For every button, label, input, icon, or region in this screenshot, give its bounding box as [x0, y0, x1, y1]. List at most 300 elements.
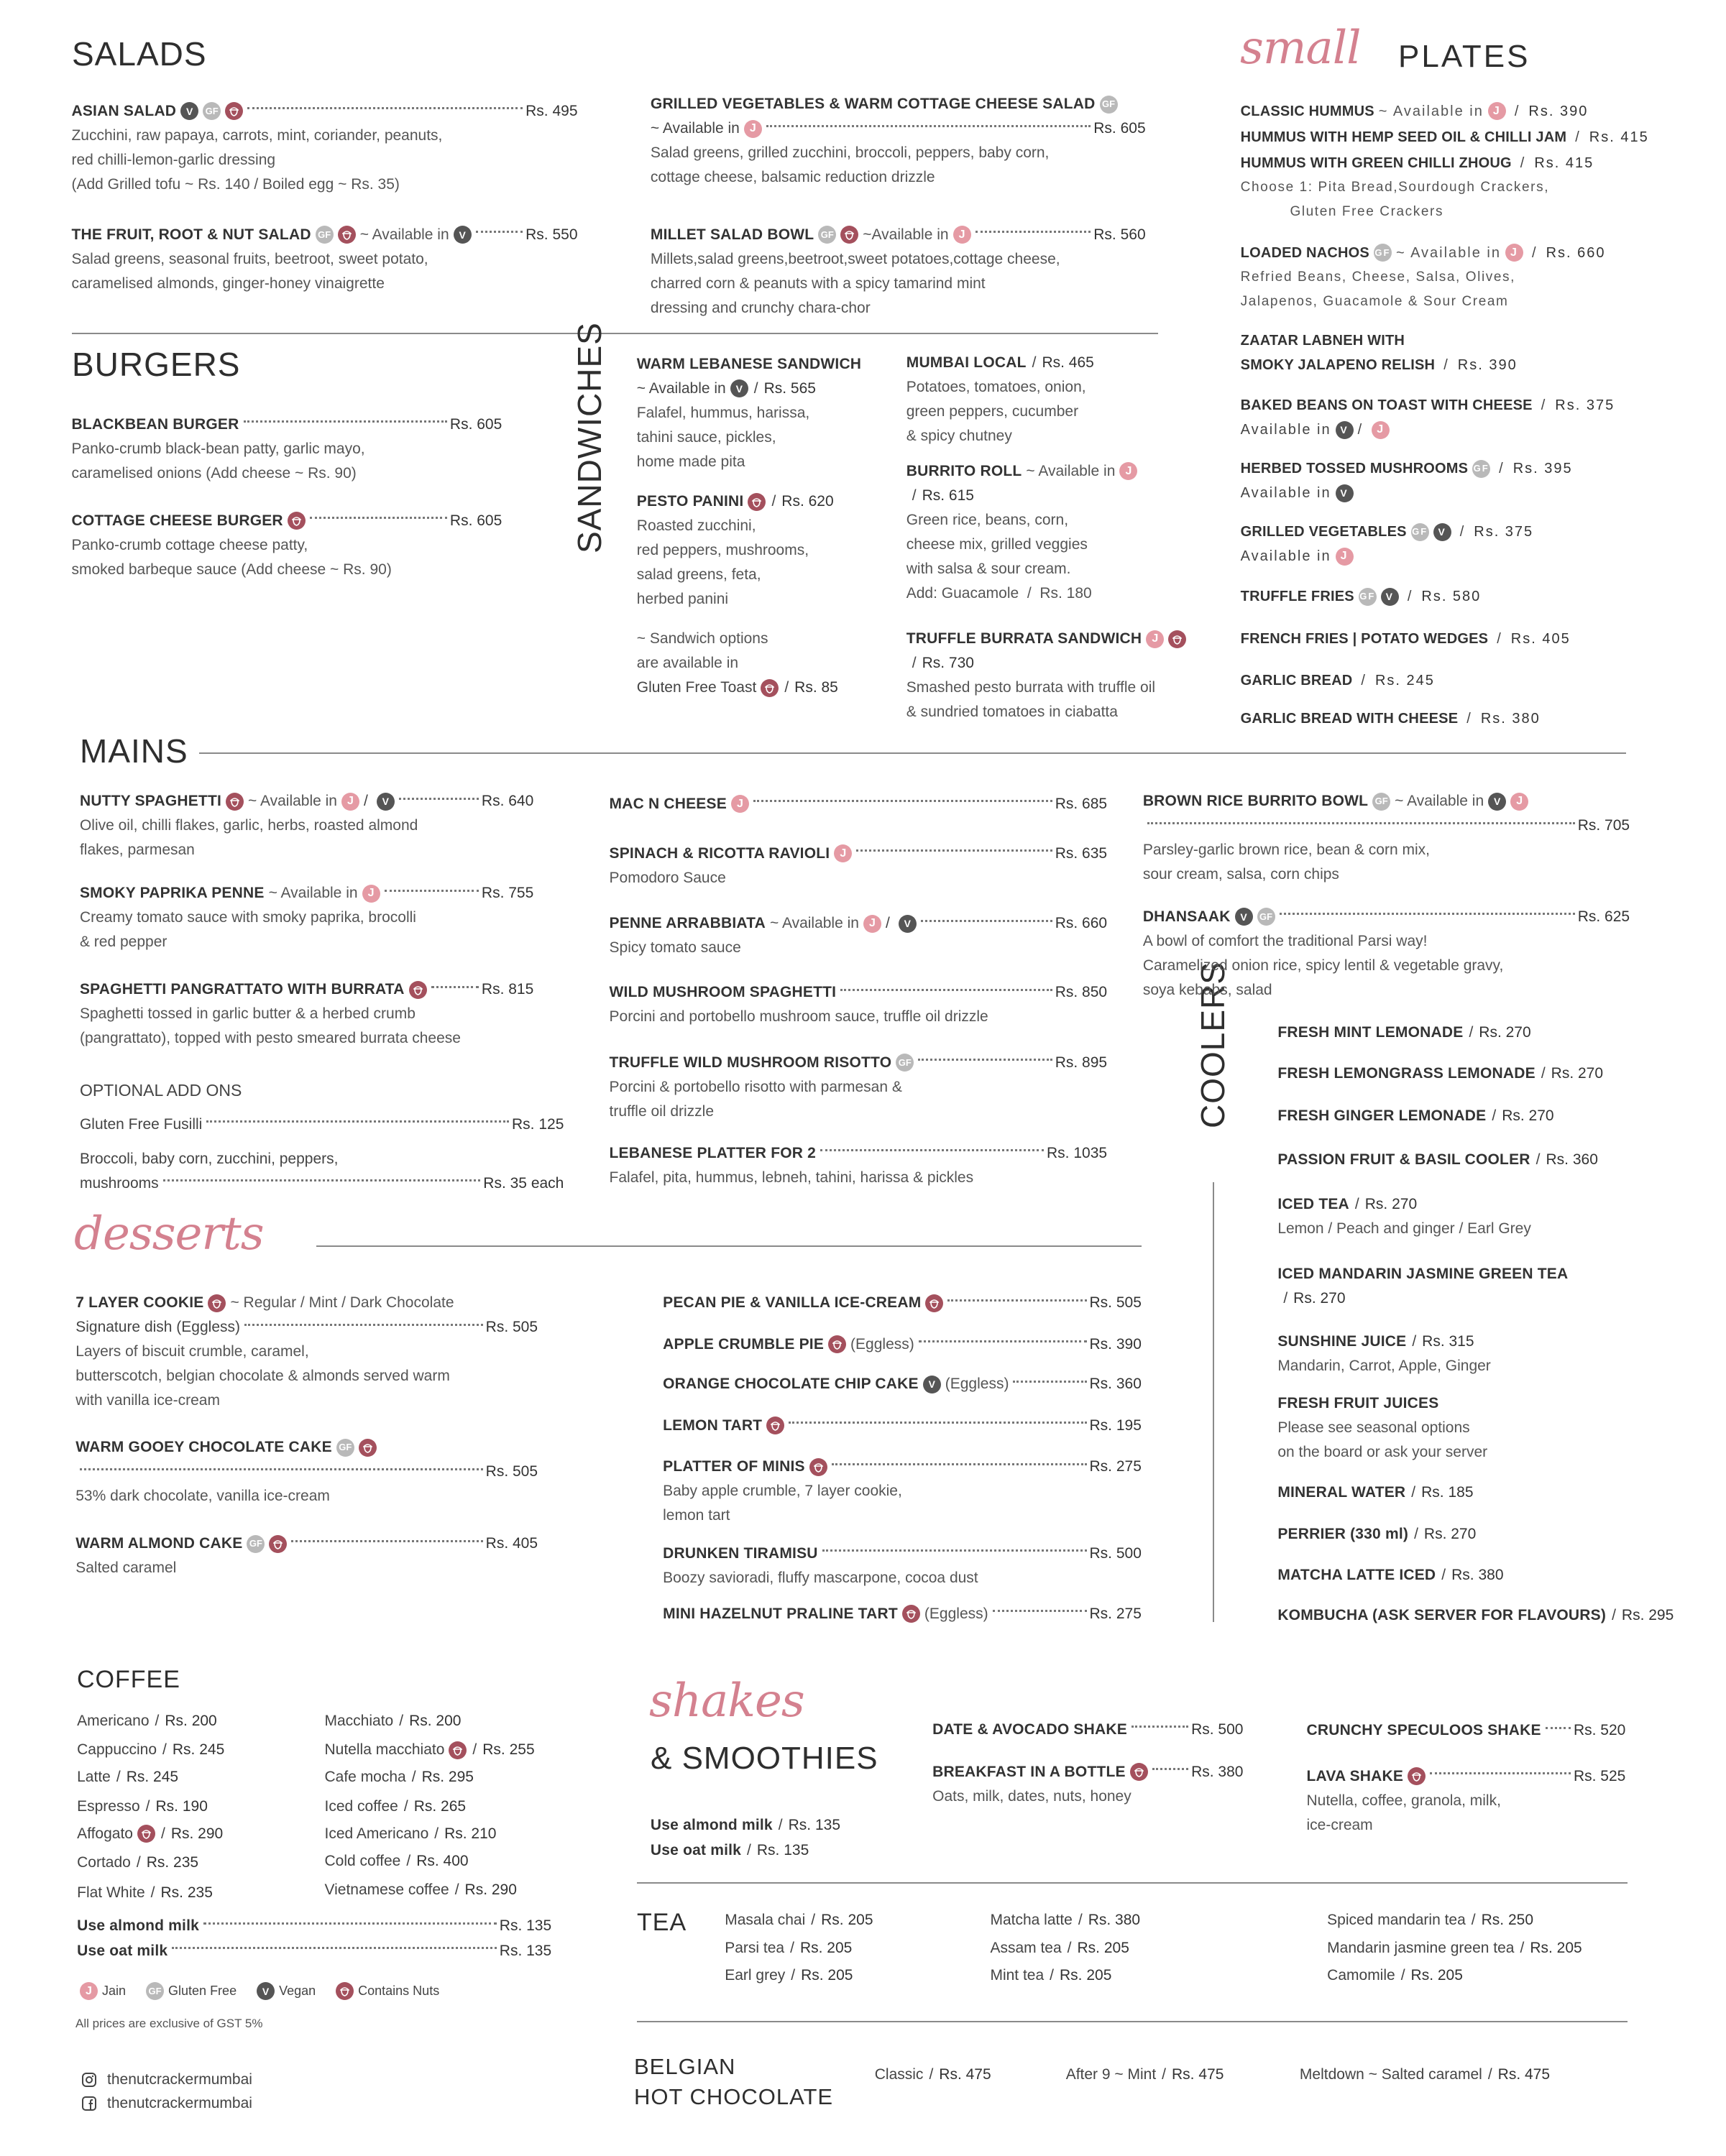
price-separator: /: [1411, 1484, 1416, 1501]
item-row: [663, 1332, 1142, 1357]
item-price: Rs. 465: [1042, 354, 1094, 371]
menu-item: [1277, 1480, 1726, 1505]
menu-item: [1277, 1148, 1726, 1172]
item-price: Rs. 475: [1497, 2065, 1551, 2083]
section-script-desserts: desserts: [74, 1207, 264, 1261]
menu-item: [80, 1112, 564, 1137]
item-price: Rs. 605: [1093, 120, 1146, 137]
item-row: [1241, 706, 1708, 731]
item-row: [1241, 151, 1708, 175]
price-separator: /: [1032, 354, 1037, 371]
vegan-icon: V: [1488, 793, 1506, 811]
tag-separator: /: [885, 915, 890, 932]
contains-nuts-icon: [840, 226, 858, 244]
item-row: [1241, 125, 1708, 149]
price-separator: /: [1414, 1525, 1418, 1542]
menu-item: [906, 627, 1216, 724]
item-price: Rs. 190: [155, 1797, 208, 1815]
menu-item: [651, 1813, 926, 1838]
price-separator: /: [403, 1797, 408, 1815]
vegan-icon: V: [377, 793, 395, 811]
dot-leader: [856, 849, 1052, 852]
item-row: [77, 1765, 318, 1789]
item-name: KOMBUCHA (ASK SERVER FOR FLAVOURS): [1277, 1606, 1607, 1623]
item-text: ~ Available in: [650, 120, 740, 137]
item-row: [1277, 1192, 1726, 1217]
item-row: [663, 1291, 1142, 1315]
section-title-belgian: BELGIAN: [634, 2054, 736, 2079]
menu-item: [1143, 905, 1630, 1003]
menu-item: [77, 1795, 318, 1819]
item-row: [906, 484, 1216, 508]
section-title-burgers: BURGERS: [72, 346, 241, 383]
item-row: [77, 1795, 318, 1819]
item-row: [637, 489, 884, 514]
price-separator: /: [784, 679, 789, 696]
item-name: BAKED BEANS ON TOAST WITH CHEESE: [1240, 397, 1533, 414]
jain-icon: J: [1488, 102, 1506, 120]
menu-item: [77, 1709, 318, 1733]
divider: [316, 1245, 1142, 1247]
item-row: [1143, 905, 1630, 929]
item-description: 53% dark chocolate, vanilla ice-cream: [75, 1488, 330, 1505]
menu-item: [663, 1602, 1142, 1626]
item-description: Porcini & portobello risotto with parmesan &: [609, 1078, 902, 1095]
item-row: [1241, 520, 1708, 544]
price-separator: /: [1541, 1064, 1546, 1082]
gluten-free-icon: GF: [1372, 793, 1390, 811]
contains-nuts-icon: [269, 1535, 287, 1553]
contains-nuts-icon: [809, 1458, 827, 1476]
menu-item: [663, 1542, 1142, 1590]
item-description: caramelised onions (Add cheese ~ Rs. 90): [71, 464, 357, 482]
item-row: [80, 1171, 564, 1196]
item-price: Rs. 620: [781, 493, 834, 510]
price-separator: /: [1471, 1912, 1476, 1929]
contains-nuts-icon: [409, 981, 427, 999]
dot-leader: [822, 1549, 1087, 1552]
item-price: Rs. 495: [525, 102, 578, 119]
item-price: Rs. 850: [1055, 984, 1108, 1001]
price-separator: /: [771, 493, 776, 510]
item-row: [663, 1372, 1142, 1396]
price-separator: /: [1520, 155, 1526, 172]
item-note: (Eggless): [924, 1605, 988, 1622]
dot-leader: [820, 1149, 1044, 1151]
section-title-sandwiches: SANDWICHES: [571, 322, 608, 553]
vegan-icon: V: [1433, 523, 1451, 541]
item-description: Panko-crumb black-bean patty, garlic mayo,: [71, 440, 365, 457]
menu-item: [1277, 1330, 1726, 1378]
price-separator: /: [1536, 1151, 1541, 1169]
item-row: [1277, 1104, 1726, 1128]
item-price: Rs. 235: [146, 1854, 199, 1871]
item-row: [325, 1822, 586, 1846]
price-separator: /: [778, 1817, 783, 1834]
item-price: Rs. 295: [421, 1769, 474, 1786]
item-description: red peppers, mushrooms,: [636, 542, 809, 559]
price-separator: /: [150, 1884, 155, 1902]
item-description: Refried Beans, Cheese, Salsa, Olives,: [1240, 269, 1516, 285]
dot-leader: [1430, 1772, 1571, 1774]
contains-nuts-icon: [748, 493, 766, 511]
dot-leader: [247, 107, 523, 109]
tag-separator: /: [364, 793, 368, 810]
item-name: FRESH FRUIT JUICES: [1277, 1395, 1439, 1412]
price-separator: /: [1400, 1966, 1405, 1984]
gluten-free-icon: GF: [1257, 908, 1275, 926]
item-description: flakes, parmesan: [79, 842, 195, 859]
item-price: Rs. 135: [499, 1942, 552, 1959]
legend-gluten-free: Gluten Free: [168, 1984, 237, 1998]
dot-leader: [993, 1610, 1087, 1612]
item-row: [1241, 456, 1708, 481]
item-name: LEMON TART: [663, 1416, 763, 1434]
item-name: FRESH GINGER LEMONADE: [1277, 1107, 1487, 1125]
menu-item: [1306, 1718, 1625, 1743]
item-description: Lemon / Peach and ginger / Earl Grey: [1277, 1220, 1531, 1237]
price-separator: /: [1459, 524, 1466, 540]
item-row: [1143, 789, 1630, 814]
dot-leader: [1131, 1726, 1188, 1728]
item-row: [1300, 2063, 1602, 2087]
price-separator: /: [116, 1769, 121, 1786]
menu-item: [1277, 1603, 1726, 1628]
item-name: GARLIC BREAD: [1240, 672, 1353, 688]
menu-item: [1277, 1262, 1726, 1311]
price-separator: /: [790, 1939, 794, 1956]
item-row: [1241, 328, 1708, 353]
gluten-free-icon: GF: [818, 226, 836, 244]
item-name: LAVA SHAKE: [1306, 1767, 1404, 1784]
item-price: Rs. 560: [1093, 226, 1146, 243]
item-price: Rs. 270: [1551, 1064, 1604, 1082]
contains-nuts-icon: [137, 1825, 155, 1843]
facebook-handle: thenutcrackermumbai: [107, 2095, 252, 2111]
dot-leader: [753, 800, 1052, 802]
item-price: Rs. 245: [172, 1741, 225, 1759]
item-price: Rs. 415: [1534, 155, 1594, 172]
item-description: Parsley-garlic brown rice, bean & corn mix,: [1142, 842, 1430, 859]
item-price: Rs. 375: [1555, 397, 1615, 414]
price-separator: /: [1407, 589, 1413, 605]
item-text: Vietnamese coffee: [324, 1881, 449, 1899]
item-row: [1241, 418, 1708, 442]
item-price: Rs. 505: [1089, 1294, 1142, 1312]
vegan-icon: V: [923, 1376, 941, 1393]
item-row: [1327, 1936, 1684, 1961]
item-row: [1241, 668, 1708, 693]
item-description: Falafel, hummus, harissa,: [636, 404, 810, 421]
price-separator: /: [411, 1769, 416, 1786]
item-row: [725, 1963, 986, 1988]
menu-item: [80, 789, 533, 862]
facebook-link[interactable]: [81, 2095, 252, 2112]
item-name: TRUFFLE WILD MUSHROOM RISOTTO: [609, 1054, 892, 1071]
item-row: [651, 223, 1146, 247]
dot-leader: [919, 1340, 1087, 1342]
item-price: Rs. 400: [416, 1853, 469, 1870]
menu-item: [325, 1765, 586, 1789]
vegan-icon: V: [1381, 588, 1399, 606]
menu-item: [1300, 2063, 1602, 2087]
dot-leader: [766, 125, 1091, 127]
item-description: dressing and crunchy chara-chor: [650, 299, 871, 316]
item-name: SPAGHETTI PANGRATTATO WITH BURRATA: [79, 981, 405, 998]
item-text: Iced coffee: [324, 1797, 398, 1815]
menu-item: [663, 1414, 1142, 1438]
gluten-free-icon: GF: [1374, 244, 1392, 262]
gluten-free-icon: GF: [896, 1054, 914, 1072]
item-row: [1277, 1021, 1726, 1045]
item-name: PASSION FRUIT & BASIL COOLER: [1277, 1151, 1530, 1169]
contains-nuts-icon: [925, 1294, 943, 1312]
item-description: Green rice, beans, corn,: [906, 511, 1069, 528]
item-row: [1277, 1391, 1726, 1416]
item-description: cottage cheese, balsamic reduction drizzle: [650, 169, 935, 186]
item-description: Spaghetti tossed in garlic butter & a herbed crumb: [79, 1005, 416, 1023]
item-price: Rs. 380: [1191, 1763, 1244, 1780]
menu-item: [906, 459, 1216, 606]
item-description: Nutella, coffee, granola, milk,: [1306, 1792, 1501, 1809]
contains-nuts-icon: [359, 1439, 377, 1457]
item-row: [1241, 353, 1708, 377]
menu-item: [1241, 668, 1708, 693]
item-description: Spicy tomato sauce: [609, 939, 741, 957]
item-row: [610, 1051, 1108, 1075]
vegan-icon: V: [1336, 421, 1354, 439]
item-description: tahini sauce, pickles,: [636, 428, 776, 446]
item-price: Rs. 275: [1089, 1458, 1142, 1475]
item-price: Rs. 200: [165, 1713, 217, 1730]
item-note: ~ Available in: [1026, 462, 1116, 479]
menu-item: [651, 92, 1146, 190]
item-row: [77, 1939, 551, 1963]
item-name: WARM LEBANESE SANDWICH: [636, 355, 862, 372]
instagram-handle: thenutcrackermumbai: [107, 2071, 252, 2088]
item-description: Oats, milk, dates, nuts, honey: [932, 1787, 1131, 1805]
jain-icon: J: [362, 885, 380, 903]
item-text: Signature dish (Eggless): [75, 1319, 241, 1336]
item-price: Rs. 685: [1055, 795, 1108, 812]
item-price: Rs. 390: [1528, 103, 1589, 119]
menu-item: [1241, 241, 1708, 314]
vegan-icon: V: [180, 102, 198, 120]
item-row: [1277, 1262, 1726, 1286]
menu-item: [663, 1291, 1142, 1315]
item-price: Rs. 270: [1364, 1195, 1418, 1212]
item-description: Gluten Free Crackers: [1240, 204, 1444, 220]
item-row: [906, 459, 1216, 484]
item-text: After 9 ~ Mint: [1065, 2065, 1157, 2083]
dietary-legend: [75, 1982, 455, 2000]
item-row: [1277, 1061, 1726, 1086]
item-price: Rs. 380: [1451, 1567, 1504, 1584]
section-title-mains: MAINS: [80, 732, 188, 770]
instagram-link[interactable]: [81, 2071, 252, 2088]
item-price: Rs. 380: [1088, 1912, 1141, 1929]
item-description: Porcini and portobello mushroom sauce, truffle oil drizzle: [609, 1008, 988, 1026]
item-name: PESTO PANINI: [636, 493, 744, 510]
menu-item: [75, 1291, 538, 1413]
dot-leader: [163, 1179, 481, 1181]
menu-item: [1277, 1192, 1726, 1241]
item-row: [80, 881, 533, 906]
contains-nuts-icon: [761, 679, 779, 697]
item-row: [610, 842, 1108, 866]
item-description: Salted caramel: [75, 1560, 177, 1577]
item-row: [80, 1112, 564, 1137]
jain-icon: J: [1146, 630, 1164, 648]
jain-icon: J: [1336, 548, 1354, 566]
dot-leader: [789, 1422, 1086, 1424]
menu-item: [77, 1914, 551, 1938]
item-text: Spiced mandarin tea: [1327, 1912, 1466, 1929]
item-row: [1306, 1764, 1625, 1789]
item-price: Rs. 85: [794, 679, 838, 696]
price-separator: /: [1532, 244, 1538, 261]
price-separator: /: [1067, 1939, 1072, 1956]
item-row: [906, 627, 1216, 651]
contains-nuts-icon: [766, 1416, 784, 1434]
menu-item: [932, 1718, 1243, 1742]
menu-item: [75, 1435, 538, 1508]
menu-item: [990, 1908, 1265, 1932]
item-description: caramelised almonds, ginger-honey vinaigrette: [71, 275, 385, 292]
item-text: Matcha latte: [990, 1912, 1073, 1929]
item-row: [610, 1141, 1108, 1166]
item-row: [1306, 1718, 1625, 1743]
item-name: MAC N CHEESE: [609, 795, 727, 812]
item-price: Rs. 500: [1191, 1720, 1244, 1738]
item-row: [990, 1908, 1265, 1932]
item-text: Available in: [1240, 548, 1331, 565]
menu-item: [610, 980, 1108, 1029]
item-text: Available in: [1240, 422, 1331, 438]
item-row: [651, 116, 1146, 141]
item-name: GRILLED VEGETABLES & WARM COTTAGE CHEESE SALAD: [650, 96, 1096, 113]
menu-item: [77, 1738, 318, 1762]
dot-leader: [203, 1922, 497, 1925]
item-row: [663, 1542, 1142, 1566]
item-row: [1241, 481, 1708, 505]
menu-item: [1327, 1936, 1684, 1961]
item-row: [77, 1738, 318, 1762]
dot-leader: [1280, 913, 1575, 915]
item-row: [71, 509, 502, 533]
item-price: Rs. 270: [1479, 1023, 1531, 1041]
item-name: DRUNKEN TIRAMISU: [663, 1544, 818, 1562]
menu-item: [75, 1531, 538, 1580]
price-separator: /: [160, 1825, 165, 1842]
item-row: [75, 1460, 538, 1484]
item-price: Rs. 290: [464, 1881, 517, 1899]
item-text: Cortado: [77, 1854, 131, 1871]
item-row: [725, 1936, 986, 1961]
contains-nuts-icon: [1168, 630, 1186, 648]
menu-item: [77, 1881, 318, 1905]
item-name: GARLIC BREAD WITH CHEESE: [1240, 711, 1459, 727]
facebook-icon: [81, 2096, 97, 2111]
item-row: [1277, 1563, 1726, 1588]
item-name: APPLE CRUMBLE PIE: [663, 1335, 825, 1353]
dot-leader: [244, 420, 447, 423]
item-price: Rs. 660: [1055, 915, 1108, 932]
item-row: [663, 1455, 1142, 1479]
item-text: Camomile: [1327, 1966, 1395, 1984]
item-price: Rs. 895: [1055, 1054, 1108, 1071]
item-description: charred corn & peanuts with a spicy tamarind mint: [650, 275, 986, 292]
item-description: Salad greens, grilled zucchini, broccoli, peppers, baby corn,: [650, 144, 1050, 162]
item-text: Mandarin jasmine green tea: [1327, 1939, 1515, 1956]
item-price: Rs. 640: [481, 793, 534, 810]
item-name: CLASSIC HUMMUS: [1240, 103, 1374, 119]
item-price: Rs. 475: [1172, 2065, 1224, 2083]
item-name: COTTAGE CHEESE BURGER: [71, 512, 283, 529]
menu-item: [1241, 706, 1708, 731]
contains-nuts-icon: [1408, 1767, 1426, 1785]
menu-item: [1241, 125, 1708, 149]
item-price: Rs. 635: [1055, 844, 1108, 862]
item-text: Cafe mocha: [324, 1769, 406, 1786]
item-row: [932, 1760, 1243, 1784]
price-separator: /: [1412, 1333, 1417, 1350]
menu-item: [990, 1963, 1265, 1988]
item-note: ~ Available in: [248, 793, 337, 810]
menu-item: [725, 1908, 986, 1932]
menu-item: [651, 1838, 926, 1863]
item-price: Rs. 295: [1621, 1606, 1674, 1623]
item-text: Masala chai: [725, 1912, 806, 1929]
menu-item: [325, 1878, 586, 1902]
item-text: Cappuccino: [77, 1741, 157, 1759]
divider: [199, 752, 1626, 754]
item-description: Choose 1: Pita Bread,Sourdough Crackers,: [1240, 180, 1550, 195]
item-description: lemon tart: [663, 1507, 730, 1524]
item-note: ~ Sandwich options: [636, 630, 768, 648]
menu-item: [1241, 456, 1708, 505]
contains-nuts-icon: [226, 793, 244, 811]
item-row: [80, 1147, 564, 1171]
item-price: Rs. 755: [481, 885, 534, 902]
item-description: (Add Grilled tofu ~ Rs. 140 / Boiled egg ~ Rs. 35): [71, 175, 400, 193]
item-note: (Eggless): [850, 1335, 914, 1353]
item-price: Rs. 390: [1089, 1335, 1142, 1353]
item-note: ~ Available in: [1395, 793, 1484, 810]
jain-icon: J: [863, 915, 881, 933]
contains-nuts-icon: [902, 1605, 920, 1623]
item-description: truffle oil drizzle: [609, 1102, 715, 1120]
dot-leader: [1013, 1381, 1086, 1383]
item-text: Assam tea: [990, 1939, 1062, 1956]
item-name: SMOKY JALAPENO RELISH: [1240, 357, 1436, 374]
dot-leader: [385, 890, 479, 892]
item-name: PERRIER (330 ml): [1277, 1525, 1409, 1542]
item-price: Rs. 605: [449, 512, 502, 529]
vegan-icon: V: [899, 915, 917, 933]
item-row: [610, 911, 1108, 936]
item-row: [990, 1936, 1265, 1961]
item-description: smoked barbeque sauce (Add cheese ~ Rs. 90): [71, 561, 392, 578]
divider: [637, 1882, 1628, 1884]
menu-item: [1241, 99, 1708, 124]
item-name: Use almond milk: [77, 1917, 200, 1935]
item-row: [610, 792, 1108, 816]
price-separator: /: [434, 1825, 439, 1842]
dot-leader: [244, 1324, 483, 1326]
menu-item: [1241, 393, 1708, 442]
item-price: Rs. 245: [126, 1769, 179, 1786]
